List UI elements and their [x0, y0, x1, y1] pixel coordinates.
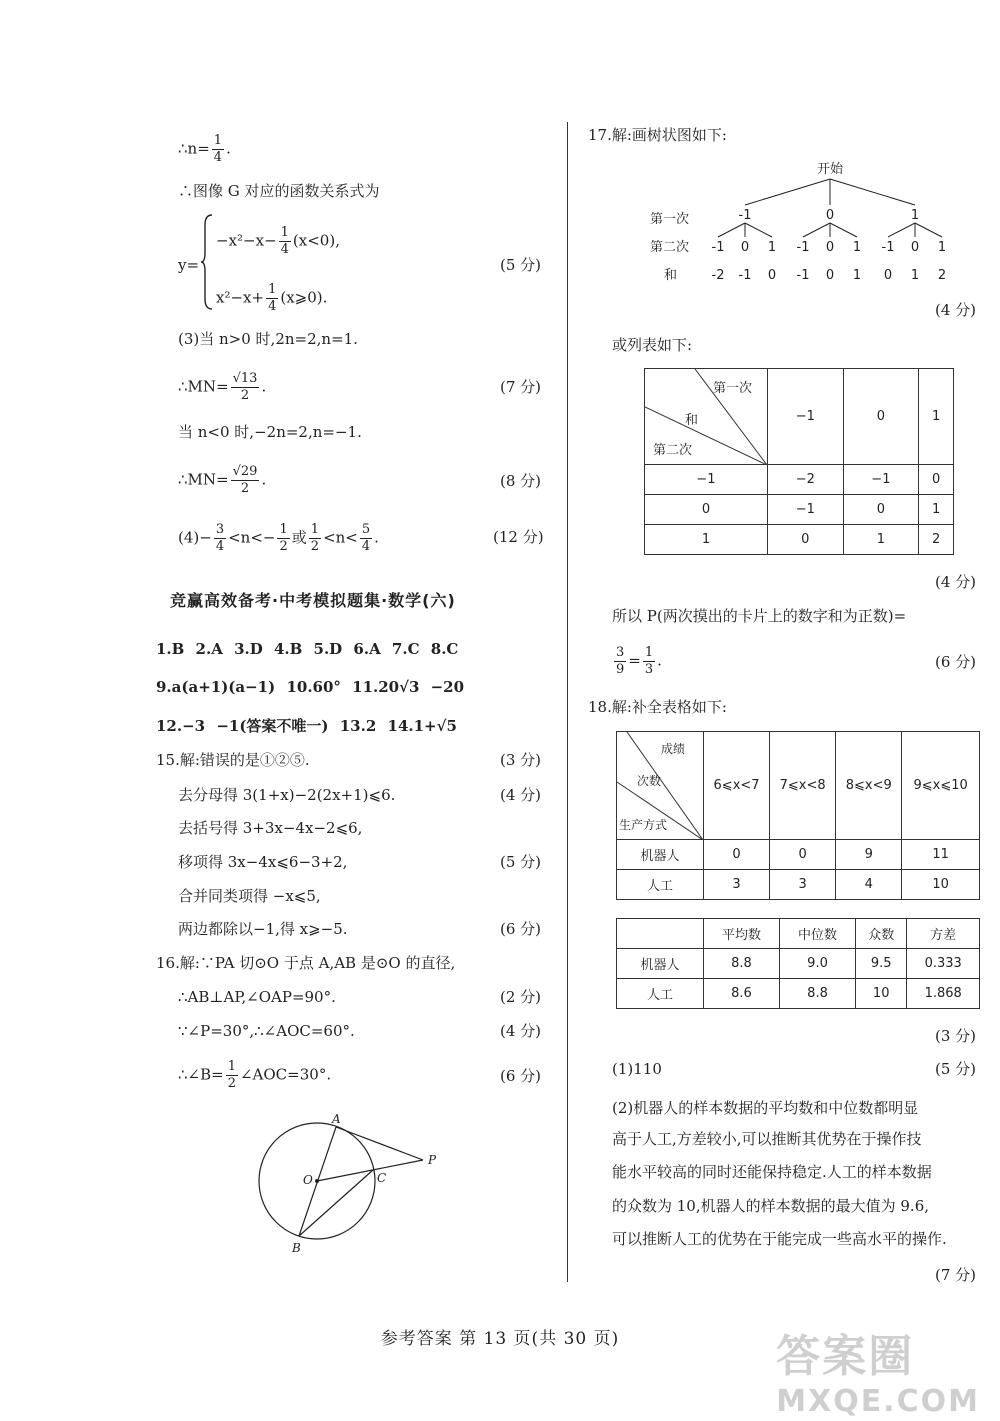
- col-header: 1: [919, 369, 954, 465]
- table-cell: 0: [704, 840, 770, 870]
- piecewise-case-1: −x²−x− $\frac{1}{4}$ (x<0),: [216, 225, 340, 257]
- line-n-value: ∴n= $\frac{1}{4}$ .: [178, 133, 231, 165]
- table-cell: 1.868: [907, 979, 980, 1009]
- row-header: 人工: [617, 979, 704, 1009]
- table-cell: 8.8: [704, 949, 780, 979]
- table-cell: 0: [768, 525, 844, 555]
- row-header: 机器人: [617, 949, 704, 979]
- q15-line-5: 合并同类项得 −x⩽5,: [178, 887, 321, 905]
- tree-sum-5: 0: [825, 268, 835, 283]
- score-piecewise: (5 分): [500, 256, 542, 274]
- tree-second-2: 0: [740, 240, 750, 255]
- answers-row-2: 9.a(a+1)(a−1) 10.60° 11.20√3 −20: [156, 678, 465, 696]
- tree-sum-6: 1: [852, 268, 862, 283]
- q15-line-2: 去分母得 3(1+x)−2(2x+1)⩽6.: [178, 786, 396, 804]
- q17-probability-line: 所以 P(两次摸出的卡片上的数字和为正数)=: [612, 607, 907, 625]
- q15-line-3: 去括号得 3+3x−4x−2⩽6,: [178, 819, 363, 837]
- frequency-table: [616, 731, 980, 900]
- col-header: 6⩽x<7: [704, 732, 770, 840]
- sum-table-corner: [645, 369, 768, 465]
- row-header: 人工: [617, 870, 704, 900]
- tree-second-1: -1: [711, 240, 725, 255]
- col-header: 9⩽x⩽10: [902, 732, 980, 840]
- line-mn-2: ∴MN= $\frac{√29}{2}$ .: [178, 464, 267, 496]
- q18-part1: (1)110: [612, 1060, 662, 1078]
- q18-part2-line5: 可以推断人工的优势在于能完成一些高水平的操作.: [612, 1230, 947, 1248]
- section-title: 竞赢高效备考·中考模拟题集·数学(六): [170, 591, 456, 610]
- col-header: −1: [768, 369, 844, 465]
- q15-score-6: (6 分): [500, 920, 542, 938]
- tree-first-1: -1: [738, 208, 752, 223]
- sum-table: [644, 368, 954, 555]
- q16-line-3: ∵∠P=30°,∴∠AOC=60°.: [178, 1022, 355, 1040]
- line-part3: (3)当 n>0 时,2n=2,n=1.: [178, 330, 358, 348]
- score-mn-1: (7 分): [500, 378, 542, 396]
- table-cell: −1: [768, 495, 844, 525]
- tree-sum-3: 0: [767, 268, 777, 283]
- col-header: 0: [843, 369, 919, 465]
- left-brace: [200, 213, 214, 311]
- table-cell: 10: [902, 870, 980, 900]
- tree-second-8: 0: [910, 240, 920, 255]
- q17-score-table: (4 分): [935, 573, 977, 591]
- col-header: 方差: [907, 919, 980, 949]
- q18-part2-line3: 能水平较高的同时还能保持稳定.人工的样本数据: [612, 1163, 932, 1181]
- q15-line-6: 两边都除以−1,得 x⩾−5.: [178, 920, 348, 938]
- q17-probability-value: $\frac{3}{9}$ = $\frac{1}{3}$ .: [616, 645, 662, 677]
- q15-line-4: 移项得 3x−4x⩽6−3+2,: [178, 853, 348, 871]
- tree-row-label-second: 第二次: [650, 240, 690, 255]
- corner-first: 第一次: [713, 381, 753, 396]
- table-cell: 4: [836, 870, 902, 900]
- label-c: C: [377, 1171, 387, 1185]
- line-ap: [336, 1127, 423, 1160]
- row-header: −1: [645, 465, 768, 495]
- line-op: [317, 1160, 423, 1181]
- table-cell: 9.5: [856, 949, 907, 979]
- table-cell: 2: [919, 525, 954, 555]
- col-header: 平均数: [704, 919, 780, 949]
- line-n-negative: 当 n<0 时,−2n=2,n=−1.: [178, 423, 362, 441]
- q16-line-1: 16.解:∵PA 切⊙O 于点 A,AB 是⊙O 的直径,: [156, 954, 456, 972]
- table-cell: 0: [843, 495, 919, 525]
- tree-sum-8: 1: [910, 268, 920, 283]
- tree-second-7: -1: [881, 240, 895, 255]
- table-cell: 0: [919, 465, 954, 495]
- table-cell: 0.333: [907, 949, 980, 979]
- q16-line-4: ∴∠B= $\frac{1}{2}$ ∠AOC=30°.: [178, 1059, 332, 1091]
- table-cell: 8.6: [704, 979, 780, 1009]
- answers-row-1: 1.B 2.A 3.D 4.B 5.D 6.A 7.C 8.C: [156, 640, 459, 658]
- corner-sum: 和: [685, 413, 699, 428]
- line-function-intro: ∴图像 G 对应的函数关系式为: [178, 182, 380, 200]
- table-cell: 8.8: [780, 979, 856, 1009]
- tree-first-2: 0: [825, 208, 835, 223]
- q16-line-2: ∴AB⊥AP,∠OAP=90°.: [178, 988, 336, 1006]
- tree-sum-2: -1: [738, 268, 752, 283]
- table-cell: 9: [836, 840, 902, 870]
- q18-part2-line4: 的众数为 10,机器人的样本数据的最大值为 9.6,: [612, 1197, 930, 1215]
- tree-second-3: 1: [767, 240, 777, 255]
- corner-score: 成绩: [661, 742, 686, 756]
- q18-score-part1: (5 分): [935, 1060, 977, 1078]
- col-header: 8⩽x<9: [836, 732, 902, 840]
- corner-second: 第二次: [653, 443, 693, 458]
- piecewise-case-2: x²−x+ $\frac{1}{4}$ (x⩾0).: [216, 282, 328, 314]
- q15-score-1: (3 分): [500, 751, 542, 769]
- tree-start: 开始: [816, 162, 844, 177]
- table-cell: 3: [770, 870, 836, 900]
- tree-row-label-sum: 和: [664, 268, 678, 283]
- watermark-logo: 答案圈: [776, 1331, 915, 1382]
- q17-score-final: (6 分): [935, 653, 977, 671]
- table-cell: −2: [768, 465, 844, 495]
- page-footer: 参考答案 第 13 页(共 30 页): [380, 1329, 620, 1349]
- q17-line-table-intro: 或列表如下:: [612, 336, 693, 354]
- label-a: A: [332, 1112, 341, 1126]
- q18-part2-line1: (2)机器人的样本数据的平均数和中位数都明显: [612, 1099, 919, 1117]
- line-inequality: (4)− $\frac{3}{4}$ <n<− $\frac{1}{2}$ 或 $\frac{1}{2}$ <n< $\frac{5}{4}$ .: [178, 522, 379, 554]
- corner-method: 生产方式: [619, 818, 668, 832]
- point-o: [315, 1179, 319, 1183]
- q18-score-tables: (3 分): [935, 1027, 977, 1045]
- q16-score-4: (6 分): [500, 1067, 542, 1085]
- piecewise-y-label: y=: [178, 256, 200, 274]
- label-b: B: [292, 1241, 301, 1255]
- freq-table-corner: [617, 732, 704, 840]
- corner-count: 次数: [637, 774, 662, 788]
- q17-score-tree: (4 分): [935, 301, 977, 319]
- tree-first-3: 1: [910, 208, 920, 223]
- q15-score-4: (5 分): [500, 853, 542, 871]
- score-mn-2: (8 分): [500, 472, 542, 490]
- q18-line-1: 18.解:补全表格如下:: [588, 698, 727, 716]
- row-header: 0: [645, 495, 768, 525]
- q16-score-3: (4 分): [500, 1022, 542, 1040]
- column-divider: [567, 122, 568, 1282]
- score-inequality: (12 分): [493, 528, 544, 546]
- table-cell: 10: [856, 979, 907, 1009]
- table-cell: 0: [770, 840, 836, 870]
- line-mn-1: ∴MN= $\frac{√13}{2}$ .: [178, 371, 267, 403]
- table-cell: 11: [902, 840, 980, 870]
- table-cell: 3: [704, 870, 770, 900]
- tree-sum-1: -2: [711, 268, 725, 283]
- tree-sum-4: -1: [796, 268, 810, 283]
- tree-sum-7: 0: [883, 268, 893, 283]
- tree-second-9: 1: [937, 240, 947, 255]
- circle-tangent-figure: [250, 1110, 450, 1260]
- q16-score-2: (2 分): [500, 988, 542, 1006]
- watermark: [776, 1320, 980, 1419]
- col-header: 7⩽x<8: [770, 732, 836, 840]
- q18-score-part2: (7 分): [935, 1266, 977, 1284]
- statistics-table: [616, 918, 980, 1009]
- col-header: 众数: [856, 919, 907, 949]
- row-header: 1: [645, 525, 768, 555]
- table-cell: −1: [843, 465, 919, 495]
- tree-second-5: 0: [825, 240, 835, 255]
- row-header: 机器人: [617, 840, 704, 870]
- q15-score-2: (4 分): [500, 786, 542, 804]
- tree-row-label-first: 第一次: [650, 212, 690, 227]
- tree-second-4: -1: [796, 240, 810, 255]
- q17-line-1: 17.解:画树状图如下:: [588, 126, 727, 144]
- tree-diagram: [640, 155, 960, 295]
- q15-line-1: 15.解:错误的是①②⑤.: [156, 751, 310, 769]
- tree-sum-9: 2: [937, 268, 947, 283]
- q18-part2-line2: 高于人工,方差较小,可以推断其优势在于操作技: [612, 1130, 922, 1148]
- answers-row-3: 12.−3 −1(答案不唯一) 13.2 14.1+√5: [156, 717, 457, 735]
- label-o: O: [303, 1173, 313, 1187]
- stats-table-corner: [617, 919, 704, 949]
- col-header: 中位数: [780, 919, 856, 949]
- watermark-url: MXQE.COM: [776, 1384, 980, 1419]
- tree-second-6: 1: [852, 240, 862, 255]
- table-cell: 1: [919, 495, 954, 525]
- label-p: P: [428, 1153, 437, 1167]
- table-cell: 1: [843, 525, 919, 555]
- table-cell: 9.0: [780, 949, 856, 979]
